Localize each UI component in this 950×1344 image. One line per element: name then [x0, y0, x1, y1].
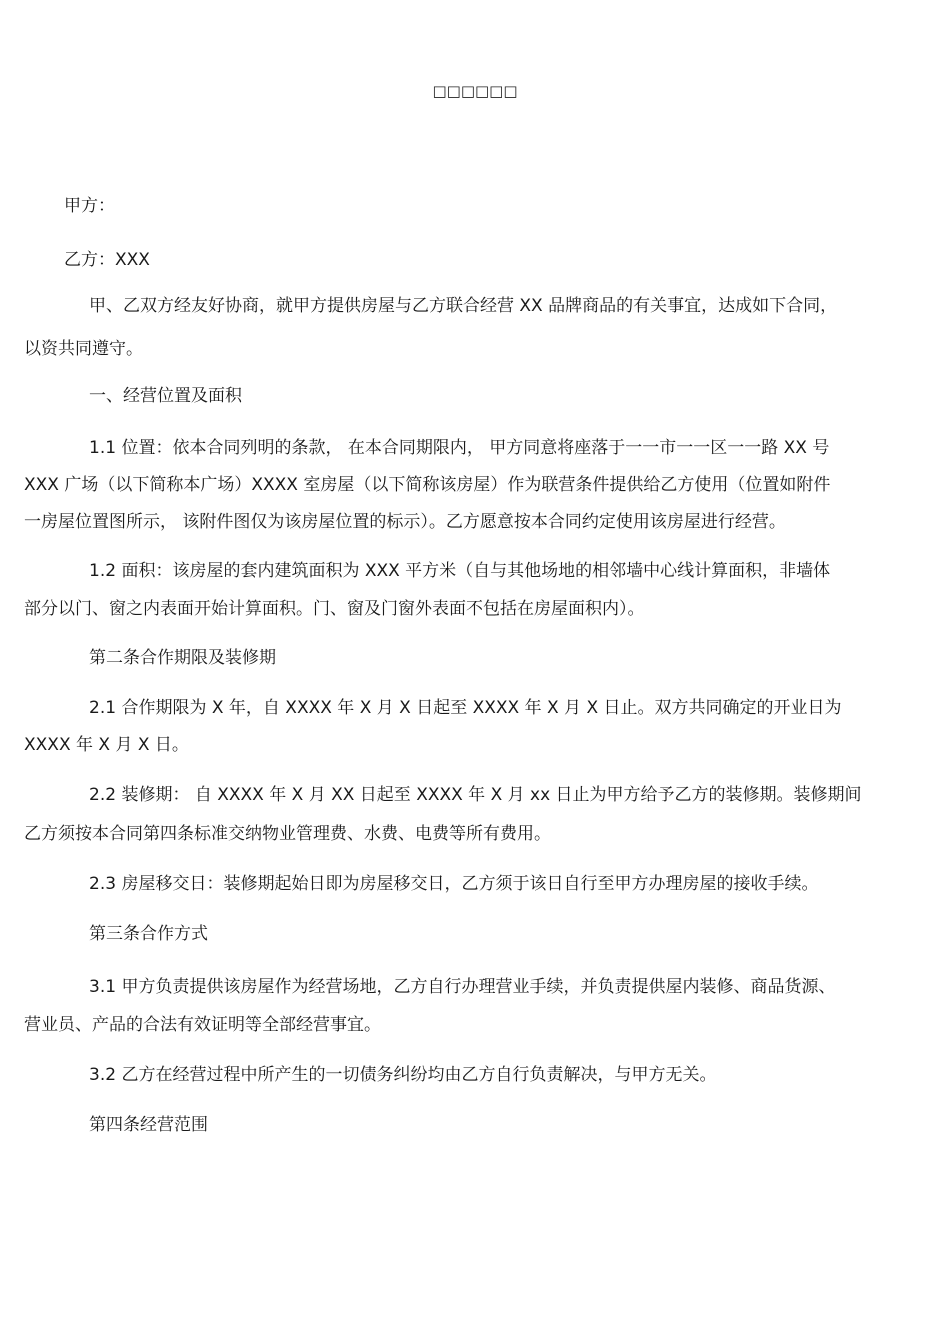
- clause-line: 营业员、产品的合法有效证明等全部经营事宜。: [24, 1015, 381, 1035]
- clause-line: 1.1 位置：依本合同列明的条款， 在本合同期限内， 甲方同意将座落于一一市一一区一一路 XX 号: [89, 438, 830, 458]
- party-a-line: 甲方：: [64, 196, 115, 216]
- clause-line: 部分以门、窗之内表面开始计算面积。门、窗及门窗外表面不包括在房屋面积内）。: [24, 599, 645, 619]
- clause-line: 3.2 乙方在经营过程中所产生的一切债务纠纷均由乙方自行负责解决，与甲方无关。: [89, 1065, 717, 1085]
- intro-paragraph-line: 以资共同遵守。: [24, 339, 143, 359]
- clause-line: 乙方须按本合同第四条标准交纳物业管理费、水费、电费等所有费用。: [24, 824, 551, 844]
- clause-line: 一房屋位置图所示， 该附件图仅为该房屋位置的标示）。乙方愿意按本合同约定使用该房屋进行经营。: [24, 512, 786, 532]
- clause-line: XXX 广场（以下简称本广场）XXXX 室房屋（以下简称该房屋）作为联营条件提供给乙方使用（位置如附件: [24, 475, 831, 495]
- section-heading: 第二条合作期限及装修期: [89, 648, 276, 668]
- clause-line: 3.1 甲方负责提供该房屋作为经营场地，乙方自行办理营业手续，并负责提供屋内装修、商品货源、: [89, 977, 836, 997]
- section-heading: 一、经营位置及面积: [89, 386, 242, 406]
- section-heading: 第四条经营范围: [89, 1115, 208, 1135]
- section-heading: 第三条合作方式: [89, 924, 208, 944]
- party-b-line: 乙方：XXX: [64, 250, 150, 270]
- clause-line: 1.2 面积：该房屋的套内建筑面积为 XXX 平方米（自与其他场地的相邻墙中心线计算面积，非墙体: [89, 561, 831, 581]
- clause-line: 2.3 房屋移交日：装修期起始日即为房屋移交日，乙方须于该日自行至甲方办理房屋的接收手续。: [89, 874, 819, 894]
- intro-paragraph-line: 甲、乙双方经友好协商，就甲方提供房屋与乙方联合经营 XX 品牌商品的有关事宜，达成如下合同，: [89, 296, 838, 316]
- clause-line: 2.2 装修期： 自 XXXX 年 X 月 XX 日起至 XXXX 年 X 月 xx 日止为甲方给予乙方的装修期。装修期间: [89, 785, 862, 805]
- document-title: □□□□□□: [432, 82, 518, 100]
- clause-line: XXXX 年 X 月 X 日。: [24, 735, 189, 755]
- clause-line: 2.1 合作期限为 X 年，自 XXXX 年 X 月 X 日起至 XXXX 年 X 月 X 日止。双方共同确定的开业日为: [89, 698, 842, 718]
